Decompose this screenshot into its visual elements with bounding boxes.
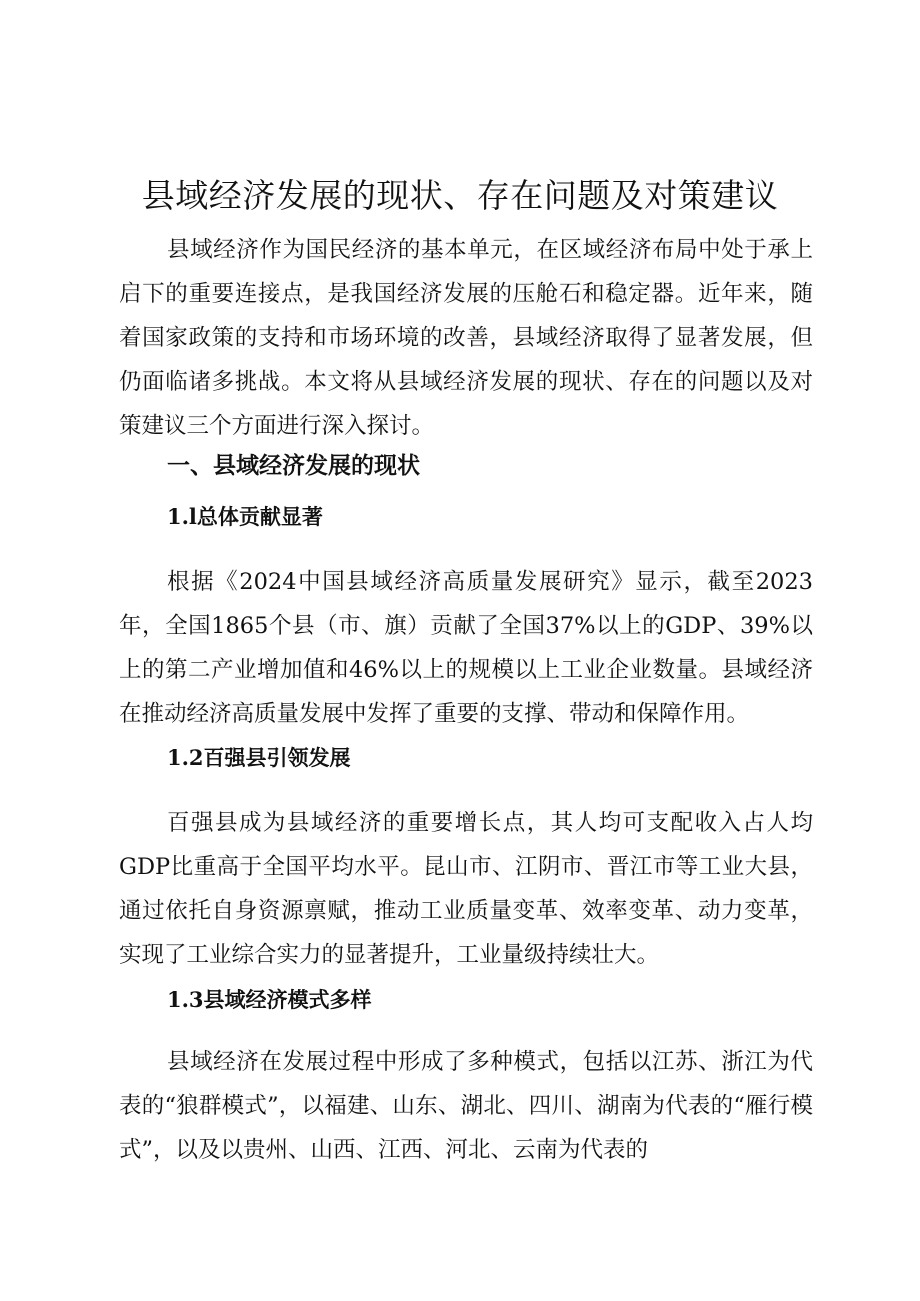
subsection-heading-models: 1.3县域经济模式多样: [167, 987, 372, 1012]
subsection-heading-contribution: 1.l总体贡献显著: [167, 504, 323, 529]
paragraph-models: 县域经济在发展过程中形成了多种模式，包括以江苏、浙江为代表的“狼群模式”，以福建、山东、湖北、四川、湖南为代表的“雁行模式”，以及以贵州、山西、江西、河北、云南为代表的: [119, 1049, 813, 1163]
paragraph-top-counties: 百强县成为县域经济的重要增长点，其人均可支配收入占人均GDP比重高于全国平均水平。昆山市、江阴市、晋江市等工业大县，通过依托自身资源禀赋，推动工业质量变革、效率变革、动力变革，实现了工业综合实力的显著提升，工业量级持续壮大。: [119, 810, 813, 968]
document-title: 县域经济发展的现状、存在问题及对策建议: [141, 176, 779, 215]
intro-paragraph: 县域经济作为国民经济的基本单元，在区域经济布局中处于承上启下的重要连接点，是我国经济发展的压舱石和稳定器。近年来，随着国家政策的支持和市场环境的改善，县域经济取得了显著发展，但仍面临诸多挑战。本文将从县域经济发展的现状、存在的问题以及对策建议三个方面进行深入探讨。: [119, 237, 813, 439]
section-heading-status: 一、县域经济发展的现状: [167, 453, 420, 479]
subsection-heading-top-counties: 1.2百强县引领发展: [167, 745, 351, 770]
paragraph-contribution: 根据《2024中国县域经济高质量发展研究》显示，截至2023年，全国1865个县（市、旗）贡献了全国37%以上的GDP、39%以上的第二产业增加值和46%以上的规模以上工业企业数量。县域经济在推动经济高质量发展中发挥了重要的支撑、带动和保障作用。: [119, 569, 813, 727]
